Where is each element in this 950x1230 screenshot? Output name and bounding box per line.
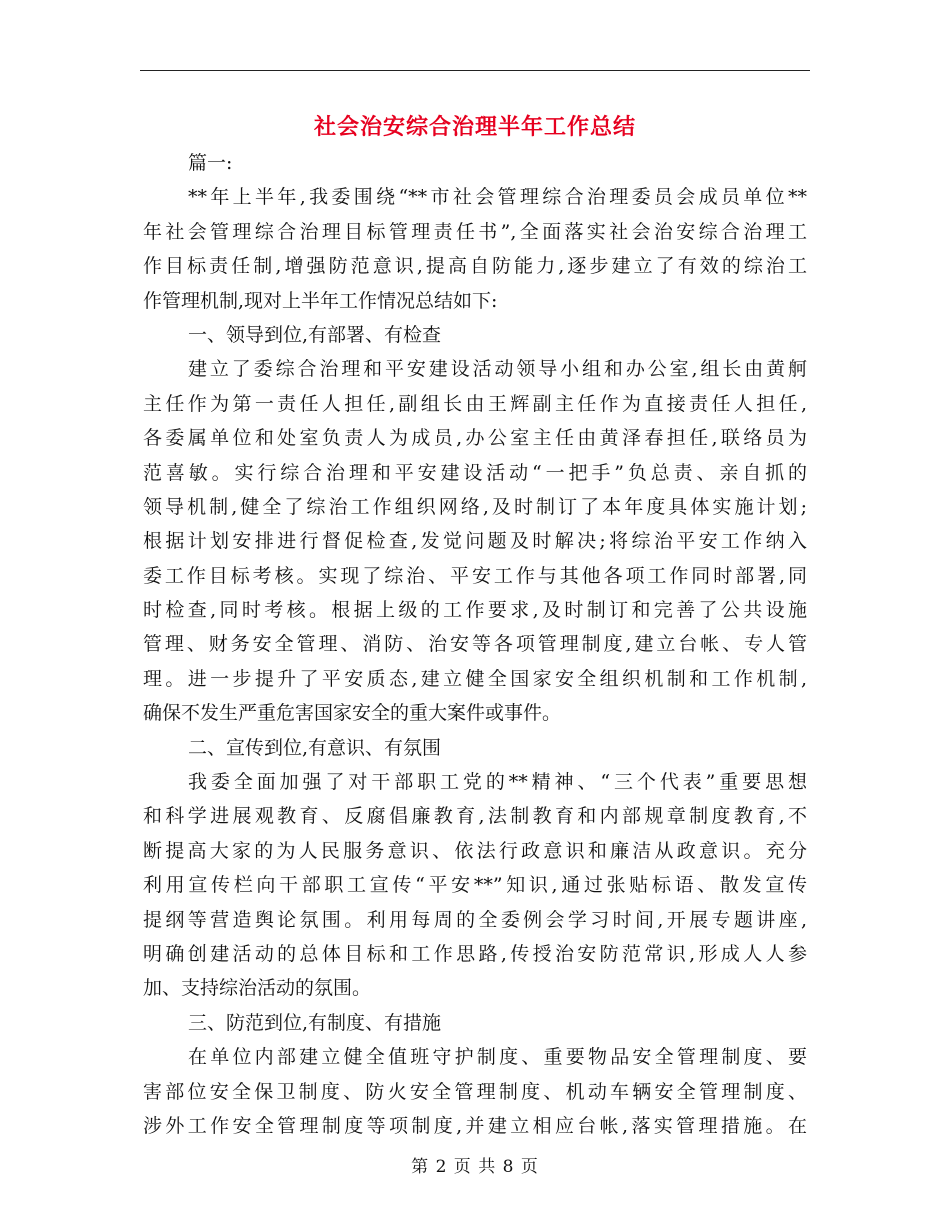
text-line: 我委全面加强了对干部职工党的**精神、“三个代表”重要思想 [188,771,807,794]
text-line: 提纲等营造舆论氛围。利用每周的全委例会学习时间,开展专题讲座, [143,908,807,931]
text-line: 确保不发生严重危害国家安全的重大案件或事件。 [143,702,562,725]
text-line: 涉外工作安全管理制度等项制度,并建立相应台帐,落实管理措施。在 [143,1114,807,1137]
text-line: 年社会管理综合治理目标管理责任书”,全面落实社会治安综合治理工 [143,220,807,243]
page-number: 第 2 页 共 8 页 [411,1157,539,1177]
text-line: 建立了委综合治理和平安建设活动领导小组和办公室,组长由黄舸 [188,358,807,381]
text-line: 一、领导到位,有部署、有检查 [188,323,442,346]
text-line: 领导机制,健全了综治工作组织网络,及时制订了本年度具体实施计划; [143,495,807,518]
text-line: 作目标责任制,增强防范意识,提高自防能力,逐步建立了有效的综治工 [143,255,807,278]
document-body [143,146,807,1143]
text-line: **年上半年,我委围绕“**市社会管理综合治理委员会成员单位** [188,186,807,209]
text-line: 害部位安全保卫制度、防火安全管理制度、机动车辆安全管理制度、 [143,1080,807,1103]
text-line: 根据计划安排进行督促检查,发觉问题及时解决;将综治平安工作纳入 [143,530,807,553]
text-line: 在单位内部建立健全值班守护制度、重要物品安全管理制度、要 [188,1046,807,1069]
text-line: 作管理机制,现对上半年工作情况总结如下: [143,289,498,312]
document-title: 社会治安综合治理半年工作总结 [313,115,636,140]
text-line: 二、宣传到位,有意识、有氛围 [188,736,442,759]
text-line: 时检查,同时考核。根据上级的工作要求,及时制订和完善了公共设施 [143,599,807,622]
text-line: 篇一: [188,152,233,174]
text-line: 明确创建活动的总体目标和工作思路,传授治安防范常识,形成人人参 [143,942,807,965]
text-line: 范喜敏。实行综合治理和平安建设活动“一把手”负总责、亲自抓的 [143,461,807,484]
text-line: 委工作目标考核。实现了综治、平安工作与其他各项工作同时部署,同 [143,564,807,587]
header-rule [140,70,810,71]
text-line: 和科学进展观教育、反腐倡廉教育,法制教育和内部规章制度教育,不 [143,805,807,828]
text-line: 加、支持综治活动的氛围。 [143,977,372,1000]
text-line: 管理、财务安全管理、消防、治安等各项管理制度,建立台帐、专人管 [143,633,807,656]
text-line: 各委属单位和处室负责人为成员,办公室主任由黄泽春担任,联络员为 [143,427,807,450]
text-line: 主任作为第一责任人担任,副组长由王辉副主任作为直接责任人担任, [143,392,807,415]
text-line: 利用宣传栏向干部职工宣传“平安**”知识,通过张贴标语、散发宣传 [143,874,807,897]
text-line: 断提高大家的为人民服务意识、依法行政意识和廉洁从政意识。充分 [143,839,807,862]
text-line: 三、防范到位,有制度、有措施 [188,1011,442,1034]
text-line: 理。进一步提升了平安质态,建立健全国家安全组织机制和工作机制, [143,667,807,690]
